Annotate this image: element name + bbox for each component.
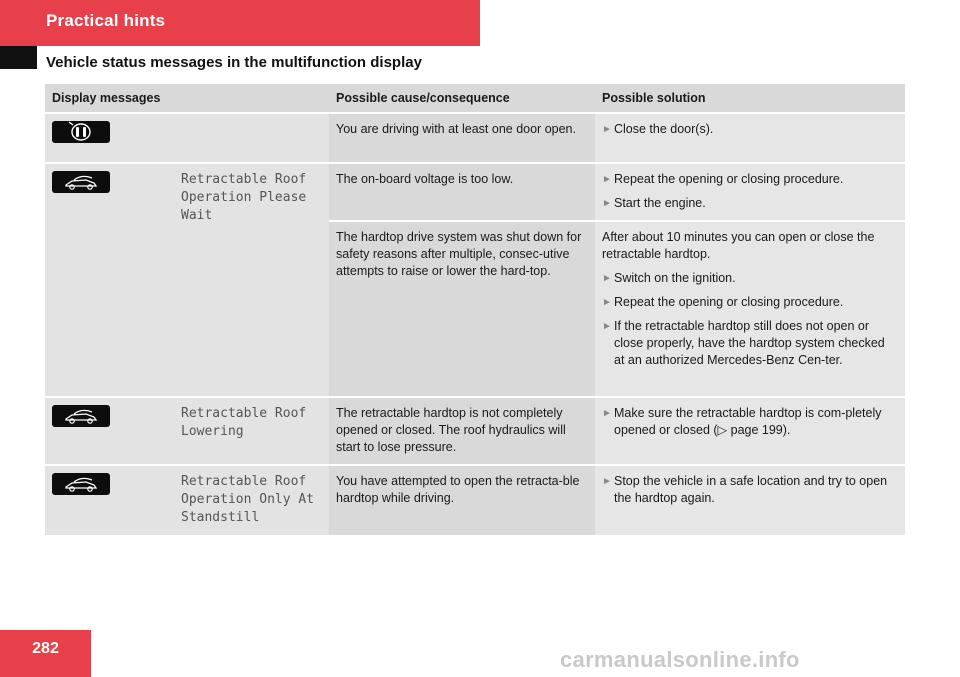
header-tab-marker — [0, 46, 37, 69]
solution-cell — [595, 397, 905, 465]
solution-cell — [595, 163, 905, 221]
step-arrow-icon: ► — [602, 124, 612, 135]
solution-intro: After about 10 minutes you can open or close the retractable hardtop. — [602, 230, 875, 261]
column-header-cause: Possible cause/consequence — [329, 84, 595, 113]
cause-text: The hardtop drive system was shut down for safety reasons after multiple, consec-utive attempts to raise or lower the hard-top. — [329, 221, 595, 397]
convertible-roof-icon — [52, 405, 110, 427]
display-message: Retractable Roof Lowering — [174, 397, 329, 465]
step-arrow-icon: ► — [602, 321, 612, 332]
page-number: 282 — [32, 640, 59, 657]
convertible-roof-icon — [52, 171, 110, 193]
icon-cell — [45, 163, 174, 397]
column-header-display: Display messages — [45, 84, 329, 113]
step-arrow-icon: ► — [602, 273, 612, 284]
display-message: Retractable Roof Operation Please Wait — [174, 163, 329, 397]
cause-text: The on-board voltage is too low. — [329, 163, 595, 221]
table-row — [45, 397, 905, 465]
solution-step: ► Start the engine. — [602, 196, 706, 210]
solution-step: ► Close the door(s). — [602, 122, 714, 136]
cause-text: You are driving with at least one door open. — [329, 113, 595, 163]
display-message — [174, 113, 329, 163]
solution-cell — [595, 113, 905, 163]
solution-step: ► Make sure the retractable hardtop is com-pletely opened or closed (▷ page 199). — [602, 406, 882, 437]
section-title: Practical hints — [46, 11, 166, 30]
table-row — [45, 465, 905, 536]
solution-step: ► If the retractable hardtop still does not open or close properly, have the hardtop system checked at an authorized Mercedes-Benz Cen-ter. — [602, 319, 885, 367]
watermark-text: carmanualsonline.info — [560, 647, 800, 672]
door-open-icon — [52, 121, 110, 143]
solution-cell — [595, 465, 905, 536]
icon-cell — [45, 397, 174, 465]
column-header-solution: Possible solution — [595, 84, 905, 113]
solution-step: ► Stop the vehicle in a safe location and try to open the hardtop again. — [602, 474, 888, 505]
step-arrow-icon: ► — [602, 198, 612, 209]
cause-text: The retractable hardtop is not completely opened or closed. The roof hydraulics will start to lose pressure. — [329, 397, 595, 465]
solution-step: ► Repeat the opening or closing procedure. — [602, 172, 844, 186]
table-row — [45, 113, 905, 163]
step-arrow-icon: ► — [602, 297, 612, 308]
step-arrow-icon: ► — [602, 408, 612, 419]
table-row — [45, 163, 905, 221]
solution-cell — [595, 221, 905, 397]
convertible-roof-icon — [52, 473, 110, 495]
table-header-row — [45, 84, 905, 113]
cause-text: You have attempted to open the retracta-ble hardtop while driving. — [329, 465, 595, 536]
display-message: Retractable Roof Operation Only At Standstill — [174, 465, 329, 536]
page-subtitle: Vehicle status messages in the multifunction display — [46, 54, 422, 71]
solution-step: ► Switch on the ignition. — [602, 271, 736, 285]
icon-cell — [45, 465, 174, 536]
solution-step: ► Repeat the opening or closing procedure. — [602, 295, 844, 309]
icon-cell — [45, 113, 174, 163]
step-arrow-icon: ► — [602, 174, 612, 185]
step-arrow-icon: ► — [602, 476, 612, 487]
status-messages-table — [45, 84, 905, 537]
